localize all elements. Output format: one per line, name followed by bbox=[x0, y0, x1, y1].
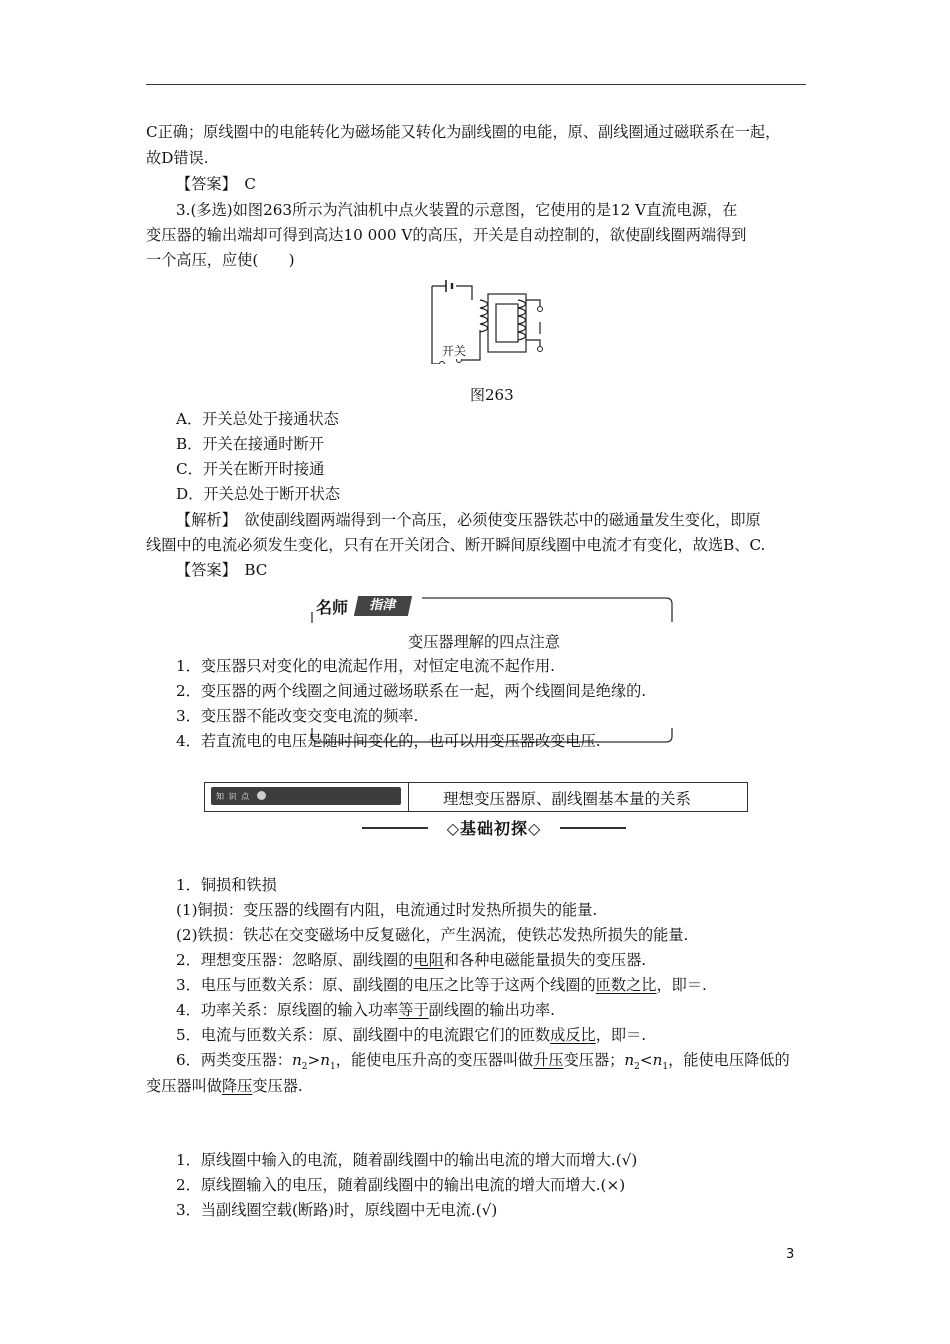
analysis-line: 线圈中的电流必须发生变化，只有在开关闭合、断开瞬间原线圈中电流才有变化，故选B、C. bbox=[146, 536, 766, 554]
page-number: 3 bbox=[786, 1247, 795, 1262]
heading-rule bbox=[362, 827, 428, 829]
basics-line: 5．电流与匝数关系：原、副线圈中的电流跟它们的匝数成反比，即＝. bbox=[176, 1026, 647, 1044]
tip-item: 1．变压器只对变化的电流起作用，对恒定电流不起作用. bbox=[176, 657, 555, 675]
section-heading-text: ◇基础初探◇ bbox=[446, 819, 542, 838]
option-c: C．开关在断开时接通 bbox=[176, 460, 325, 478]
tip-badge bbox=[316, 594, 422, 620]
judge-item: 2．原线圈输入的电压，随着副线圈中的输出电流的增大而增大.(×) bbox=[176, 1176, 626, 1194]
knowledge-title: 理想变压器原、副线圈基本量的关系 bbox=[443, 790, 692, 808]
basics-line: 6．两类变压器：$n_2>n_1$，能使电压升高的变压器叫做升压变压器；$n_2<n_1$，能使电压降低的 bbox=[176, 1051, 790, 1073]
basics-line: (1)铜损：变压器的线圈有内阻，电流通过时发热所损失的能量. bbox=[176, 901, 598, 919]
basics-line: 变压器叫做降压变压器. bbox=[146, 1077, 303, 1095]
tip-item: 4．若直流电的电压是随时间变化的，也可以用变压器改变电压. bbox=[176, 732, 601, 750]
basics-line: 4．功率关系：原线圈的输入功率等于副线圈的输出功率. bbox=[176, 1001, 555, 1019]
blank-answer: 匝数之比 bbox=[595, 976, 657, 994]
question-line: 变压器的输出端却可得到高达10 000 V的高压，开关是自动控制的，欲使副线圈两端得到 bbox=[146, 226, 747, 244]
tip-badge-text: 名师 bbox=[316, 598, 349, 617]
blank-answer: 升压 bbox=[533, 1051, 564, 1069]
option-b: B．开关在接通时断开 bbox=[176, 435, 324, 453]
answer-line: 【答案】 BC bbox=[176, 561, 268, 579]
option-a: A．开关总处于接通状态 bbox=[176, 410, 339, 428]
tip-item: 3．变压器不能改变交变电流的频率. bbox=[176, 707, 419, 725]
question-line: 一个高压，应使( ) bbox=[146, 251, 295, 269]
basics-line: 2．理想变压器：忽略原、副线圈的电阻和各种电磁能量损失的变压器. bbox=[176, 951, 647, 969]
blank-answer: 降压 bbox=[221, 1077, 253, 1095]
figure-caption: 图263 bbox=[470, 386, 514, 404]
tip-item: 2．变压器的两个线圈之间通过磁场联系在一起，两个线圈间是绝缘的. bbox=[176, 682, 647, 700]
judge-item: 1．原线圈中输入的电流，随着副线圈中的输出电流的增大而增大.(√) bbox=[176, 1151, 638, 1169]
section-heading bbox=[362, 816, 626, 840]
option-d: D．开关总处于断开状态 bbox=[176, 485, 341, 503]
knowledge-dot-icon bbox=[257, 791, 266, 800]
question-line: 3.(多选)如图263所示为汽油机中点火装置的示意图，它使用的是12 V直流电源，在 bbox=[176, 201, 738, 219]
basics-line: 1．铜损和铁损 bbox=[176, 876, 277, 894]
blank-answer: 电阻 bbox=[413, 951, 444, 969]
ignition-circuit-figure bbox=[428, 276, 558, 364]
blank-answer: 成反比 bbox=[550, 1026, 596, 1044]
judge-item: 3．当副线圈空载(断路)时，原线圈中无电流.(√) bbox=[176, 1201, 498, 1219]
answer-line: 【答案】 C bbox=[176, 175, 256, 193]
analysis-line: 【解析】 欲使副线圈两端得到一个高压，必须使变压器铁芯中的磁通量发生变化，即原 bbox=[176, 511, 761, 529]
tip-title: 变压器理解的四点注意 bbox=[408, 633, 560, 651]
switch-label: 开关 bbox=[442, 344, 467, 358]
knowledge-point-bar bbox=[204, 782, 748, 812]
text-line: C正确；原线圈中的电能转化为磁场能又转化为副线圈的电能，原、副线圈通过磁联系在一起， bbox=[146, 123, 781, 141]
basics-line: 3．电压与匝数关系：原、副线圈的电压之比等于这两个线圈的匝数之比，即＝. bbox=[176, 976, 707, 994]
knowledge-tag bbox=[211, 787, 401, 805]
knowledge-tag-text: 知 识 点 bbox=[216, 792, 251, 801]
basics-line: (2)铁损：铁芯在交变磁场中反复磁化，产生涡流，使铁芯发热所损失的能量. bbox=[176, 926, 689, 944]
header-rule bbox=[146, 84, 806, 85]
heading-rule bbox=[560, 827, 626, 829]
text-line: 故D错误. bbox=[146, 149, 209, 167]
blank-answer: 等于 bbox=[398, 1001, 429, 1019]
divider bbox=[408, 783, 409, 811]
tip-badge-flag: 指津 bbox=[354, 596, 412, 616]
